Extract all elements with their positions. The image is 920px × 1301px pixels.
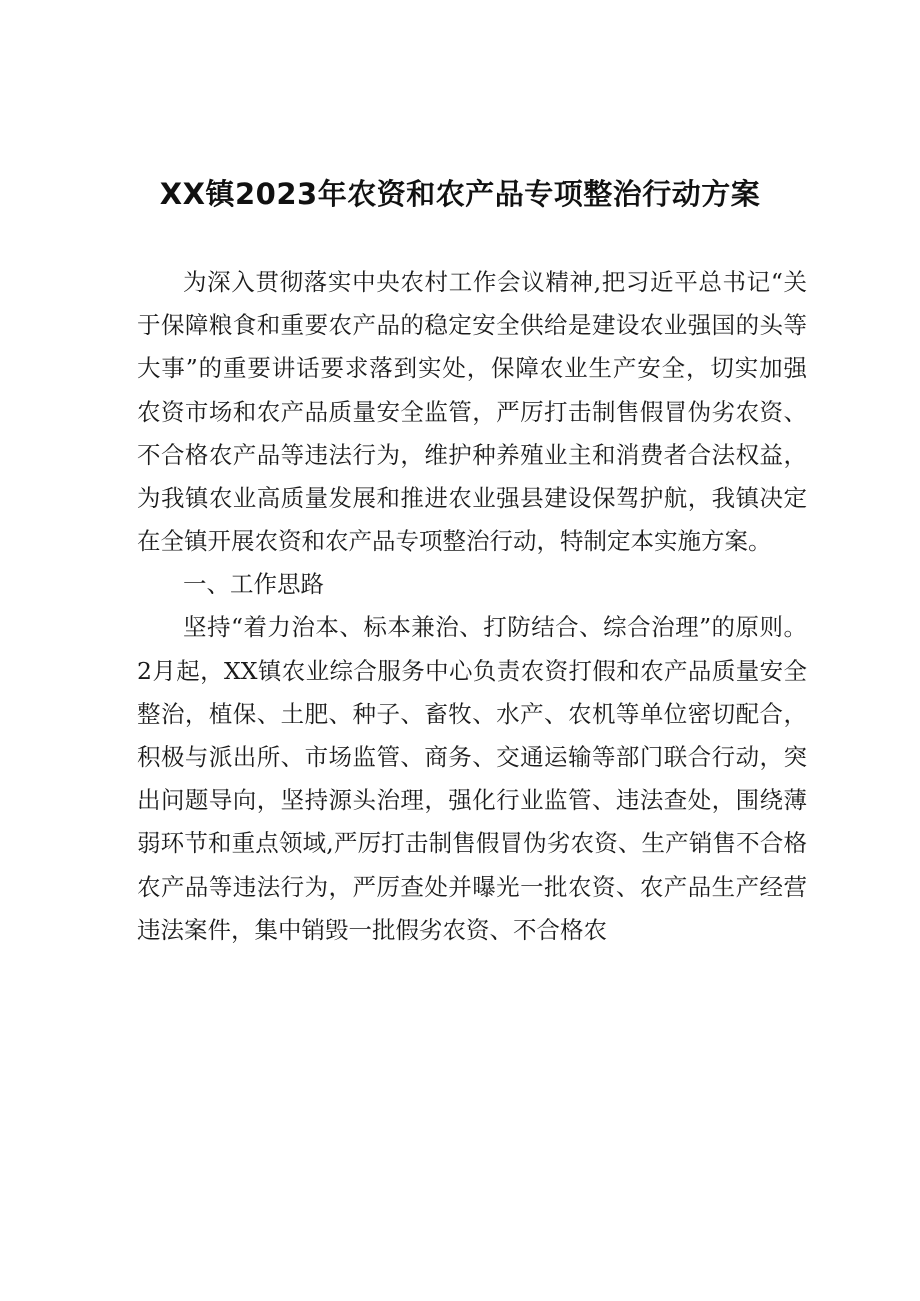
paragraph-line: 不合格农产品等违法行为，维护种养殖业主和消费者合法权益，	[137, 441, 807, 469]
paragraph-line: 农产品等违法行为，严厉查处并曝光一批农资、农产品生产经营	[137, 873, 807, 901]
paragraph-line: 农资市场和农产品质量安全监管，严厉打击制售假冒伪劣农资、	[137, 398, 807, 426]
paragraph-line: 整治，植保、土肥、种子、畜牧、水产、农机等单位密切配合，	[137, 700, 807, 728]
paragraph-line: 弱环节和重点领域,严厉打击制售假冒伪劣农资、生产销售不合格	[137, 829, 807, 857]
paragraph-line: 出问题导向，坚持源头治理，强化行业监管、违法查处，围绕薄	[137, 786, 807, 814]
paragraph-line: 2月起，XX镇农业综合服务中心负责农资打假和农产品质量安全	[137, 657, 807, 685]
paragraph-line: 大事”的重要讲话要求落到实处，保障农业生产安全，切实加强	[137, 354, 807, 382]
paragraph-line: 在全镇开展农资和农产品专项整治行动，特制定本实施方案。	[137, 527, 772, 555]
paragraph-line: 为深入贯彻落实中央农村工作会议精神,把习近平总书记“关	[183, 268, 807, 296]
paragraph-line: 违法案件，集中销毁一批假劣农资、不合格农	[137, 916, 607, 944]
paragraph-line: 于保障粮食和重要农产品的稳定安全供给是建设农业强国的头等	[137, 311, 807, 339]
section-heading: 一、工作思路	[183, 570, 324, 598]
paragraph-line: 坚持“着力治本、标本兼治、打防结合、综合治理”的原则。	[183, 613, 807, 641]
page-title: XX镇2023年农资和农产品专项整治行动方案	[159, 177, 761, 211]
paragraph-line: 积极与派出所、市场监管、商务、交通运输等部门联合行动，突	[137, 743, 807, 771]
paragraph-line: 为我镇农业高质量发展和推进农业强县建设保驾护航，我镇决定	[137, 484, 807, 512]
